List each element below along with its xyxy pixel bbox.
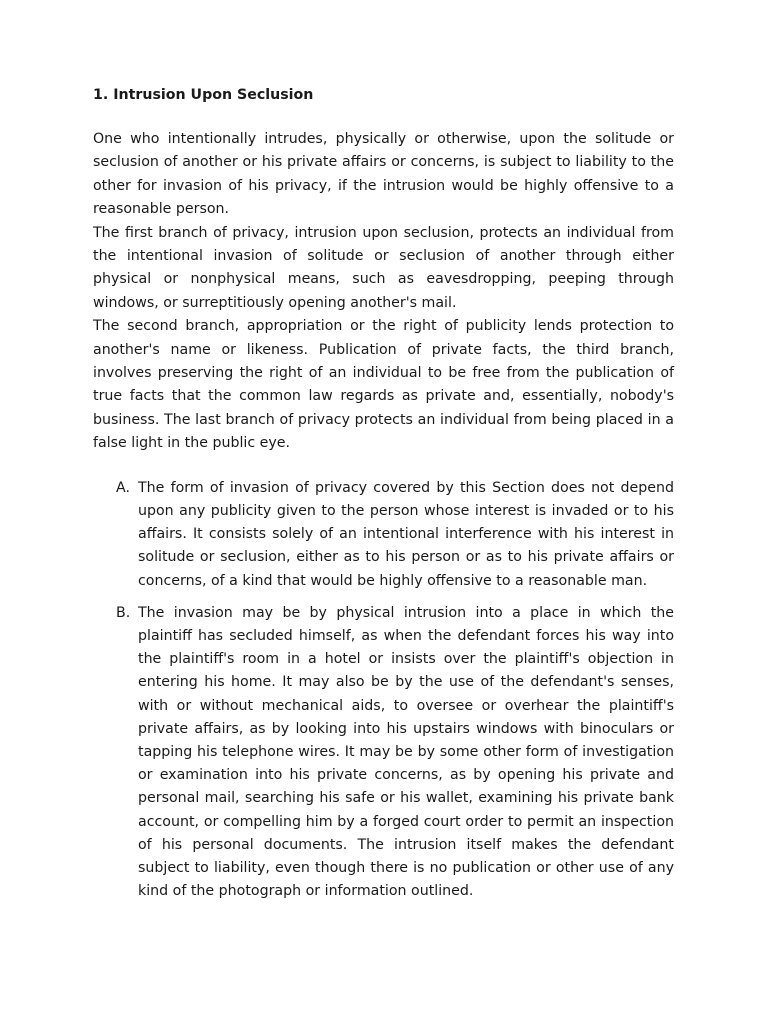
list-marker: A. xyxy=(116,479,130,496)
list-item-b xyxy=(93,602,674,904)
section-heading: 1. Intrusion Upon Seclusion xyxy=(93,87,314,103)
list-item-a xyxy=(93,477,674,593)
paragraph-other-branches: The second branch, appropriation or the right of publicity lends protection to another's name or likeness. Publication of private facts, the third branch, involves preserving the right of an individual to be free from the publication of true facts that the common law regards as private and, essentially, nobody's business. The last branch of privacy protects an individual from being placed in a false light in the public eye. xyxy=(93,318,674,452)
list-marker: B. xyxy=(116,604,131,621)
paragraph-first-branch: The first branch of privacy, intrusion upon seclusion, protects an individual from the intentional invasion of solitude or seclusion of another through either physical or nonphysical means, such as eavesdropping, peeping through windows, or surreptitiously opening another's mail. xyxy=(93,224,674,311)
paragraph-definition: One who intentionally intrudes, physically or otherwise, upon the solitude or seclusion of another or his private affairs or concerns, is subject to liability to the other for invasion of his privacy, if the intrusion would be highly offensive to a reasonable person. xyxy=(93,131,674,218)
list-item-text: The form of invasion of privacy covered by this Section does not depend upon any publicity given to the person whose interest is invaded or to his affairs. It consists solely of an intentional interference with his interest in solitude or seclusion, either as to his person or as to his private affairs or concerns, of a kind that would be highly offensive to a reasonable man. xyxy=(138,479,674,589)
body-text xyxy=(93,128,674,456)
list-item-text: The invasion may be by physical intrusion into a place in which the plaintiff has secluded himself, as when the defendant forces his way into the plaintiff's room in a hotel or insists over the plaintiff's objection in entering his home. It may also be by the use of the defendant's senses, with or without mechanical aids, to oversee or overhear the plaintiff's private affairs, as by looking into his upstairs windows with binoculars or tapping his telephone wires. It may be by some other form of investigation or examination into his private concerns, as by opening his private and personal mail, searching his safe or his wallet, examining his private bank account, or compelling him by a forged court order to permit an inspection of his personal documents. The intrusion itself makes the defendant subject to liability, even though there is no publication or other use of any kind of the photograph or information outlined. xyxy=(138,604,674,900)
comment-list xyxy=(93,477,674,904)
